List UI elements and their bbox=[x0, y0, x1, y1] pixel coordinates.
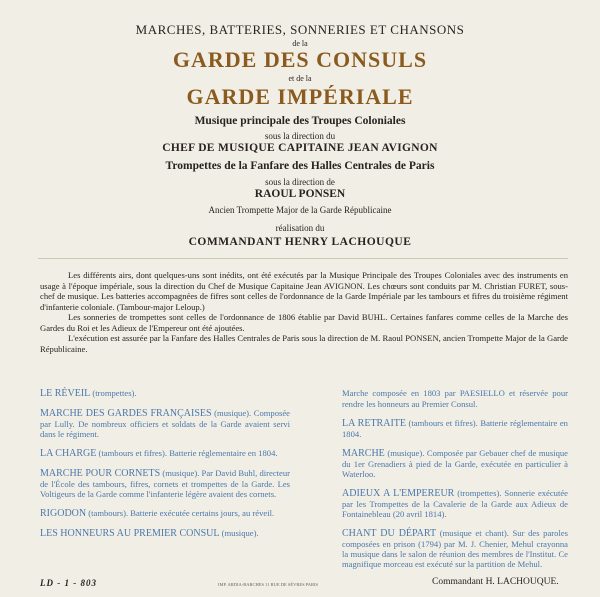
track-entry bbox=[40, 508, 290, 519]
track-note: (trompettes). Sonnerie exécutée par les Trompettes de la Cavalerie de la Garde aux Adieux de Fontainebleau (20 avril 1814). bbox=[342, 488, 568, 519]
header-ancien: Ancien Trompette Major de la Garde Républicaine bbox=[208, 205, 392, 215]
header-garde-consuls: GARDE DES CONSULS bbox=[172, 47, 428, 72]
track-title: LA RETRAITE bbox=[342, 418, 406, 429]
track-entry bbox=[342, 418, 568, 439]
signature: Commandant H. LACHOUQUE. bbox=[432, 577, 559, 587]
track-note: (trompettes). bbox=[90, 388, 137, 398]
track-title: CHANT DU DÉPART bbox=[342, 528, 437, 539]
track-title: LES HONNEURS AU PREMIER CONSUL bbox=[40, 528, 220, 539]
header-trompettes: Trompettes de la Fanfare des Halles Centrales de Paris bbox=[165, 160, 435, 172]
track-title: ADIEUX A L'EMPEREUR bbox=[342, 488, 455, 499]
header-chef: CHEF DE MUSIQUE CAPITAINE JEAN AVIGNON bbox=[162, 142, 438, 154]
printer-credit: IMP. ARDIA-BARCHES 11 RUE DE SÈVRES PARIS bbox=[218, 582, 319, 587]
track-note: (musique). Composée par Lully. De nombreux officiers et soldats de la Garde avaient servi dans le régiment. bbox=[40, 408, 290, 439]
intro-text bbox=[40, 270, 568, 354]
track-title: MARCHE bbox=[342, 448, 385, 459]
track-note: (tambours et fifres). Batterie réglementaire en 1804. bbox=[342, 418, 568, 439]
header-raoul: RAOUL PONSEN bbox=[254, 188, 346, 200]
track-note: (musique). Composée par Gebauer chef de musique du 1er Grenadiers à pied de la Garde, exécutée en particulier à Waterloo. bbox=[342, 448, 568, 479]
intro-paragraph: Les sonneries de trompettes sont celles de l'ordonnance de 1806 établie par David BUHL. Certaines fanfares comme celles de la Marche des Gardes du Roi et les Adieux de l'Empereur ont été ajoutées. bbox=[40, 312, 568, 333]
header-realisation: réalisation du bbox=[275, 223, 325, 233]
track-title: MARCHE POUR CORNETS bbox=[40, 468, 161, 479]
header-musique: Musique principale des Troupes Coloniales bbox=[194, 115, 406, 127]
header-sous-direction-du: sous la direction du bbox=[264, 131, 336, 141]
track-note: (tambours). Batterie exécutée certains jours, au réveil. bbox=[86, 508, 275, 518]
track-entry bbox=[40, 448, 290, 459]
track-list-left bbox=[40, 388, 290, 548]
track-entry bbox=[40, 528, 290, 539]
track-title: LE RÉVEIL bbox=[40, 388, 91, 399]
track-entry bbox=[342, 488, 568, 519]
header-de-la: de la bbox=[292, 39, 308, 48]
track-title: RIGODON bbox=[40, 508, 87, 519]
header-title-line: MARCHES, BATTERIES, SONNERIES ET CHANSONS bbox=[135, 22, 465, 37]
catalog-number: LD - 1 - 803 bbox=[40, 578, 97, 588]
header-et-de-la: et de la bbox=[288, 74, 312, 83]
header-commandant: COMMANDANT HENRY LACHOUQUE bbox=[188, 236, 412, 248]
track-title: MARCHE DES GARDES FRANÇAISES bbox=[40, 408, 212, 419]
track-title: LA CHARGE bbox=[40, 448, 97, 459]
intro-paragraph: L'exécution est assurée par la Fanfare des Halles Centrales de Paris sous la direction de M. Raoul PONSEN, ancien Trompette Major de la Garde Républicaine. bbox=[40, 333, 568, 354]
header-garde-imperiale: GARDE IMPÉRIALE bbox=[186, 84, 414, 109]
track-list-right bbox=[342, 388, 568, 578]
track-note: (tambours et fifres). Batterie réglementaire en 1804. bbox=[96, 448, 278, 458]
track-note: (musique et chant). Sur des paroles composées en prison (1794) par M. J. Chenier, Mehul crayonna la musique dans le salon de réunion des membres de l'Institut. Ce magnifique morceau est exécuté sur la partition de Mehul. bbox=[342, 528, 568, 569]
track-note: Marche composée en 1803 par PAESIELLO et réservée pour rendre les honneurs au Premier Consul. bbox=[342, 388, 568, 409]
track-note: (musique). bbox=[219, 528, 259, 538]
intro-paragraph: Les différents airs, dont quelques-uns sont inédits, ont été exécutés par la Musique Principale des Troupes Coloniales avec des instruments en usage à l'époque impériale, sous la direction du Chef de Musique Capitaine Jean AVIGNON. Les chœurs sont conduits par M. Christian FURET, sous-chef de musique. Les batteries accompagnées de fifres sont celles de l'ordonnance de la Garde Impériale par les tambours et fifres du troisième régiment d'infanterie coloniale. (Tambour-major Leloup.) bbox=[40, 270, 568, 312]
track-entry bbox=[40, 468, 290, 499]
track-entry bbox=[342, 448, 568, 479]
track-entry bbox=[40, 408, 290, 439]
header-sous-direction-de: sous la direction de bbox=[265, 177, 335, 187]
track-entry bbox=[40, 388, 290, 399]
track-note: (musique). Par David Buhl, directeur de l'École des tambours, fifres, cornets et trompettes de la Garde. Les Voltigeurs de la Garde comme l'infanterie légère avaient des cornets. bbox=[40, 468, 290, 499]
track-entry bbox=[342, 388, 568, 409]
track-entry bbox=[342, 528, 568, 569]
divider bbox=[38, 258, 568, 259]
